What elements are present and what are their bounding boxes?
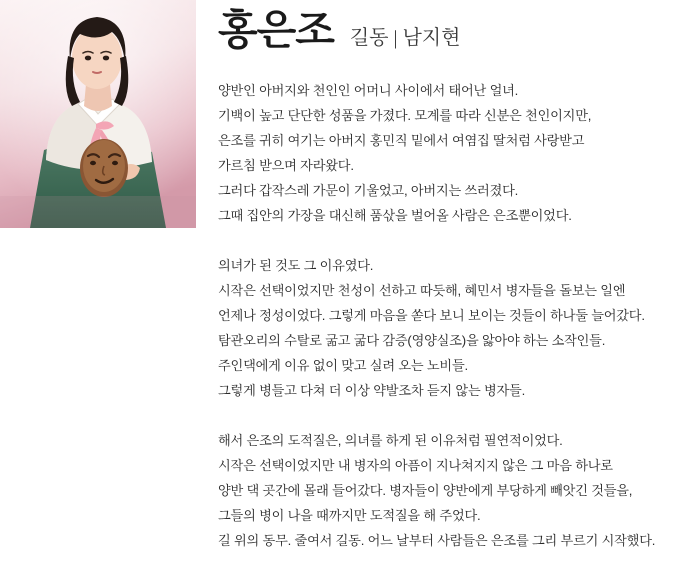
description-line: 그들의 병이 나을 때까지만 도적질을 해 주었다.: [218, 508, 481, 523]
character-description: [218, 78, 690, 553]
description-paragraph: [218, 253, 690, 403]
character-meta: 길동 | 남지현: [349, 27, 461, 49]
description-line: 해서 은조의 도적질은, 의녀를 하게 된 이유처럼 필연적이었다.: [218, 433, 563, 448]
description-line: 양반 댁 곳간에 몰래 들어갔다. 병자들이 양반에게 부당하게 빼앗긴 것들을,: [218, 483, 633, 498]
description-line: 길 위의 동무. 줄여서 길동. 어느 날부터 사람들은 은조를 그리 부르기 시작했다.: [218, 533, 656, 548]
description-line: 언제나 정성이었다. 그렇게 마음을 쏟다 보니 보이는 것들이 하나둘 늘어갔다.: [218, 308, 645, 323]
character-portrait: [0, 0, 196, 228]
description-line: 그렇게 병들고 다쳐 더 이상 약발조차 듣지 않는 병자들.: [218, 383, 526, 398]
character-header: [218, 8, 460, 53]
description-line: 양반인 아버지와 천인인 어머니 사이에서 태어난 얼녀.: [218, 83, 519, 98]
description-line: 시작은 선택이었지만 천성이 선하고 따듯해, 혜민서 병자들을 돌보는 일엔: [218, 283, 626, 298]
description-line: 기백이 높고 단단한 성품을 가졌다. 모계를 따라 신분은 천인이지만,: [218, 108, 592, 123]
description-line: 의녀가 된 것도 그 이유였다.: [218, 258, 374, 273]
description-paragraph: [218, 428, 690, 553]
description-line: 주인댁에게 이유 없이 맞고 실려 오는 노비들.: [218, 358, 468, 373]
description-line: 시작은 선택이었지만 내 병자의 아픔이 지나쳐지지 않은 그 마음 하나로: [218, 458, 613, 473]
character-portrait-image: [0, 0, 196, 228]
description-line: 가르침 받으며 자라왔다.: [218, 158, 354, 173]
description-paragraph: [218, 78, 690, 228]
character-name: 홍은조: [218, 7, 334, 53]
description-line: 그때 집안의 가장을 대신해 품삯을 벌어올 사람은 은조뿐이었다.: [218, 208, 572, 223]
description-line: 그러다 갑작스레 가문이 기울었고, 아버지는 쓰러졌다.: [218, 183, 519, 198]
description-line: 은조를 귀히 여기는 아버지 홍민직 밑에서 여염집 딸처럼 사랑받고: [218, 133, 585, 148]
description-line: 탐관오리의 수탈로 굶고 굶다 감증(영양실조)을 앓아야 하는 소작인들.: [218, 333, 606, 348]
